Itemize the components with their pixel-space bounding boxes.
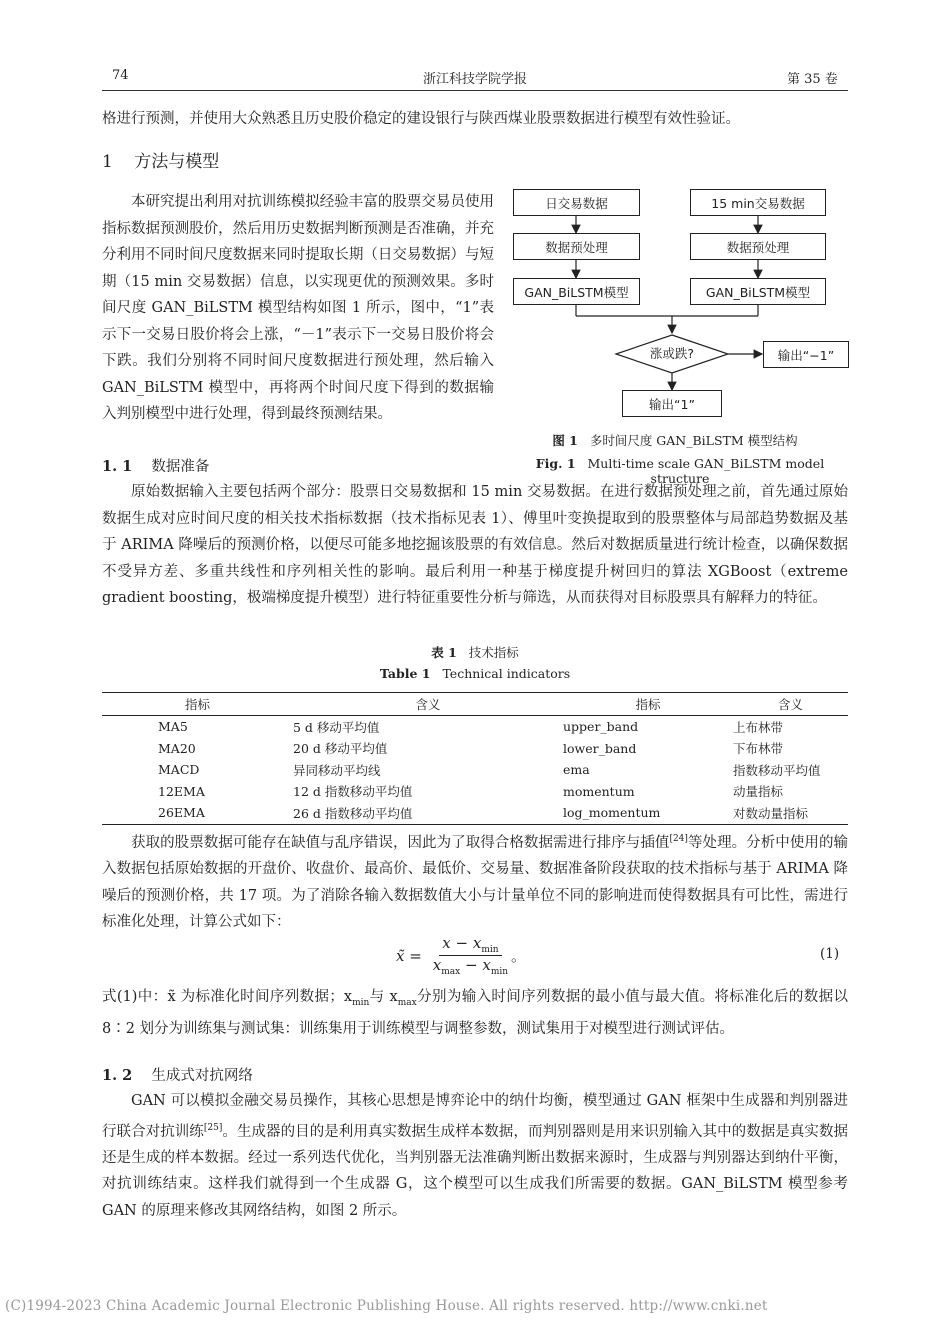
figure-caption-cn: 图 1 多时间尺度 GAN_BiLSTM 模型结构 bbox=[552, 433, 798, 448]
minute-data-box: 15 min交易数据 bbox=[690, 189, 826, 216]
copyright-footer: (C)1994-2023 China Academic Journal Electronic Publishing House. All rights reserved. http://www.cnki.net bbox=[5, 1298, 768, 1314]
figure-caption-en: Fig. 1 Multi-time scale GAN_BiLSTM model structure bbox=[535, 456, 825, 486]
table-row: MA5 5 d 移动平均值 upper_band 上布林带 bbox=[158, 719, 784, 735]
subsection-1-1-heading: 1. 1 数据准备 bbox=[102, 458, 210, 475]
output-down-box: 输出“−1” bbox=[763, 341, 849, 368]
daily-data-box: 日交易数据 bbox=[513, 189, 640, 216]
model-left-box: GAN_BiLSTM模型 bbox=[513, 278, 640, 305]
page-number: 74 bbox=[112, 68, 129, 83]
citation-25: [25] bbox=[203, 1122, 223, 1133]
table-row: MA20 20 d 移动平均值 lower_band 下布林带 bbox=[158, 740, 784, 757]
data-prep-paragraph: 原始数据输入主要包括两个部分：股票日交易数据和 15 min 交易数据。在进行数据预处理之前，首先通过原始数据生成对应时间尺度的相关技术指标数据（技术指标见表 1）、傅里叶变换提取到的股票整体与局部趋势数据及基于 ARIMA 降噪后的预测价格，以便尽可能多地挖掘该股票的有效信息。然后对数据质量进行统计检查，以确保数据不受异方差、多重共线性和序列相关性的影响。最后利用一种基于梯度提升树回归的算法 XGBoost（extreme gradient boosting，极端梯度提升模型）进行特征重要性分析与筛选，从而获得对目标股票具有解释力的特征。 bbox=[102, 484, 848, 606]
journal-title: 浙江科技学院学报 bbox=[422, 72, 527, 87]
volume-label: 第 35 卷 bbox=[787, 72, 838, 87]
subsection-1-2-heading: 1. 2 生成式对抗网络 bbox=[102, 1067, 253, 1084]
section-title: 方法与模型 bbox=[134, 152, 220, 172]
output-up-box: 输出“1” bbox=[622, 390, 722, 417]
table-row: 26EMA 26 d 指数移动平均值 log_momentum 对数动量指标 bbox=[102, 802, 848, 824]
table-row: MACD 异同移动平均线 ema 指数移动平均值 bbox=[158, 762, 821, 778]
intro-line: 格进行预测，并使用大众熟悉且历史股价稳定的建设银行与陕西煤业股票数据进行模型有效性验证。 bbox=[102, 111, 740, 127]
table-row: 12EMA 12 d 指数移动平均值 momentum 动量指标 bbox=[158, 783, 784, 800]
section-paragraph: 本研究提出利用对抗训练模拟经验丰富的股票交易员使用指标数据预测股价，然后用历史数据判断预测是否准确，并充分利用不同时间尺度数据来同时提取长期（日交易数据）与短期（15 min 交易数据）信息，以实现更优的预测效果。多时间尺度 GAN_BiLSTM 模型结构如图 1 所示，图中，“1”表示下一交易日股价将会上涨，“－1”表示下一交易日股价将会下跌。我们分别将不同时间尺度数据进行预处理，然后输入 GAN_BiLSTM 模型中，再将两个时间尺度下得到的数据输入判别模型中进行处理，得到最终预测结果。 bbox=[102, 194, 494, 422]
citation-24: [24] bbox=[669, 834, 688, 844]
table-caption-cn: 表 1 技术指标 bbox=[431, 645, 519, 660]
header-rule bbox=[102, 90, 848, 91]
technical-indicators-table bbox=[102, 692, 848, 825]
preprocess-left-box: 数据预处理 bbox=[513, 233, 640, 260]
equation-number: (1) bbox=[820, 946, 840, 962]
equation-1: x̃ = $x - x_{min}$ $x_{max} - x_{min}$ 。 bbox=[396, 934, 527, 977]
decision-label: 涨或跌? bbox=[649, 346, 695, 361]
table-header-row: 指标 含义 指标 含义 bbox=[102, 693, 848, 716]
model-right-box: GAN_BiLSTM模型 bbox=[690, 278, 826, 305]
section-number: 1 bbox=[102, 152, 113, 172]
preprocess-right-box: 数据预处理 bbox=[690, 233, 826, 260]
table-caption-en: Table 1 Technical indicators bbox=[379, 666, 571, 681]
section-heading bbox=[102, 147, 219, 172]
gan-paragraph: GAN 可以模拟金融交易员操作，其核心思想是博弈论中的纳什均衡，模型通过 GAN 框架中生成器和判别器进行联合对抗训练[25]。生成器的目的是利用真实数据生成样本数据，而判别器则是用来识别输入其中的数据是真实数据还是生成的样本数据。经过一系列迭代优化，当判别器无法准确判断出数据来源时，生成器与判别器达到纳什平衡，对抗训练结束。这样我们就得到一个生成器 G，这个模型可以生成我们所需要的数据。GAN_BiLSTM 模型参考 GAN 的原理来修改其网络结构，如图 2 所示。 bbox=[102, 1093, 849, 1219]
equation-explanation: 式(1)中：x̃ 为标准化时间序列数据；$x_{min}$与 $x_{max}$分别为输入时间序列数据的最小值与最大值。将标准化后的数据以 8∶2 划分为训练集与测试集：训练集用于训练模型与调整参数，测试集用于对模型进行测试评估。 bbox=[102, 989, 848, 1038]
missing-data-paragraph: 获取的股票数据可能存在缺值与乱序错误，因此为了取得合格数据需进行排序与插值[24]等处理。分析中使用的输入数据包括原始数据的开盘价、收盘价、最高价、最低价、交易量、数据准备阶段获取的技术指标与基于 ARIMA 降噪后的预测价格，共 17 项。为了消除各输入数据数值大小与计量单位不同的影响进而使得数据具有可比性，需进行标准化处理，计算公式如下： bbox=[102, 834, 848, 931]
